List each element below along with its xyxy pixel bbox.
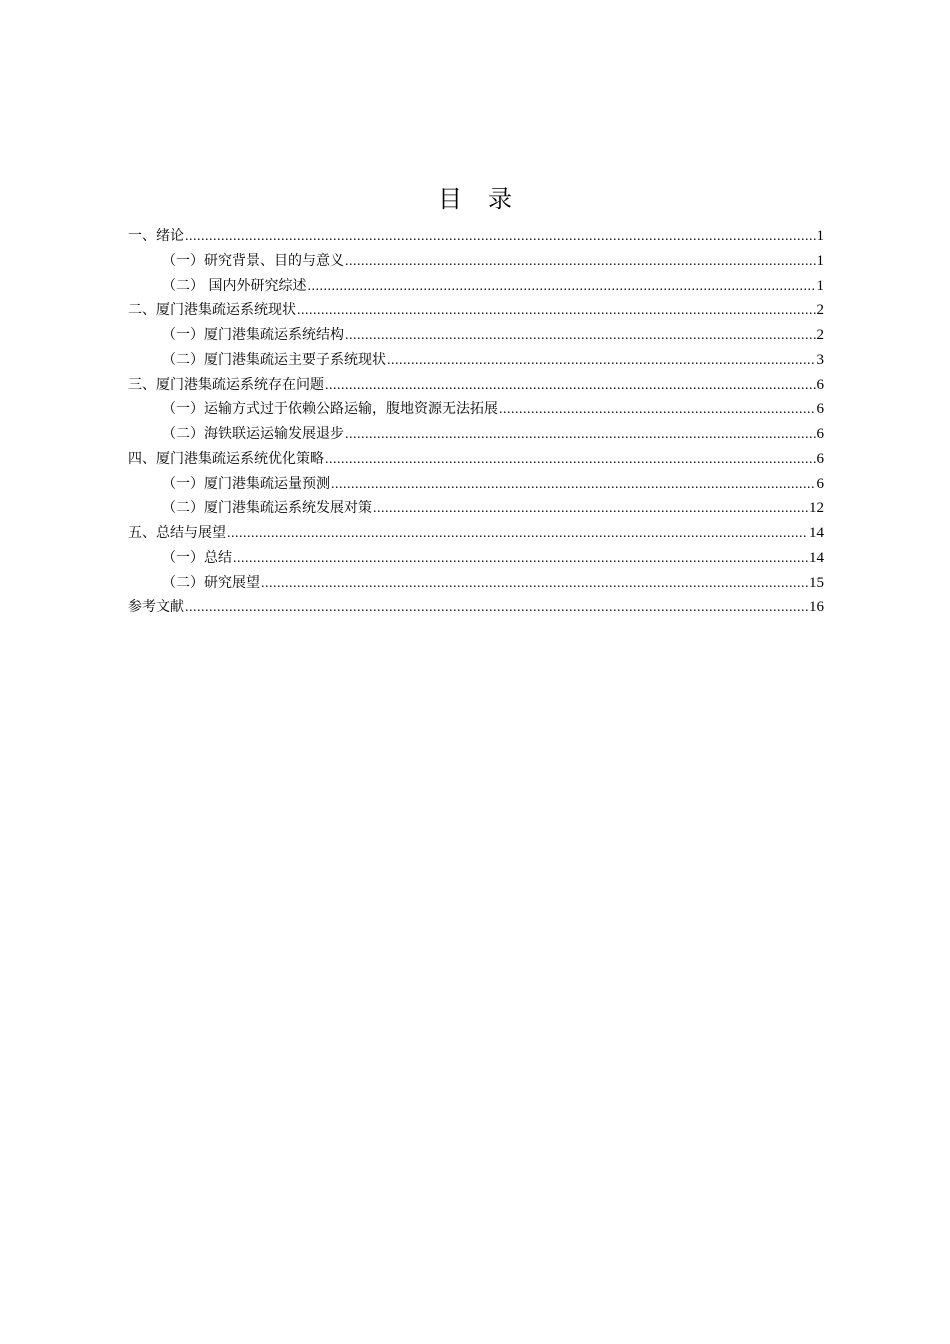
toc-chapter-entry[interactable]: [128, 595, 824, 620]
toc-section-entry[interactable]: [128, 348, 824, 373]
toc-chapter-entry[interactable]: [128, 224, 824, 249]
toc-page-number: 16: [809, 599, 824, 616]
toc-dot-leader: [227, 522, 808, 547]
toc-page-number: 6: [816, 475, 824, 492]
toc-dot-leader: [325, 448, 816, 473]
toc-dot-leader: [345, 423, 816, 448]
toc-dot-leader: [387, 349, 816, 374]
toc-section-entry[interactable]: [128, 274, 824, 299]
toc-dot-leader: [185, 225, 816, 250]
toc-page-number: 6: [816, 401, 824, 418]
toc-section-entry[interactable]: [128, 571, 824, 596]
toc-dot-leader: [331, 473, 816, 498]
toc-section-entry[interactable]: [128, 323, 824, 348]
toc-section-entry[interactable]: [128, 472, 824, 497]
toc-page-number: 12: [809, 500, 824, 517]
toc-page-number: 6: [816, 426, 824, 442]
toc-section-entry[interactable]: [128, 397, 824, 422]
toc-entry-title: 二、厦门港集疏运系统现状: [128, 302, 296, 319]
toc-dot-leader: [373, 497, 808, 522]
toc-page-number: 2: [816, 302, 824, 319]
toc-dot-leader: [307, 275, 815, 300]
toc-dot-leader: [499, 398, 816, 423]
toc-page-number: 14: [809, 549, 824, 566]
toc-dot-leader: [345, 324, 816, 349]
toc-page-number: 1: [816, 252, 824, 269]
toc-chapter-entry[interactable]: [128, 521, 824, 546]
toc-entry-title: （二） 国内外研究综述: [162, 277, 307, 294]
toc-dot-leader: [185, 596, 808, 621]
toc-entry-title: （一）研究背景、目的与意义: [162, 252, 344, 269]
toc-entry-title: 五、总结与展望: [128, 525, 226, 541]
toc-section-entry[interactable]: [128, 422, 824, 447]
toc-entry-title: （二）厦门港集疏运主要子系统现状: [162, 351, 386, 368]
toc-chapter-entry[interactable]: [128, 447, 824, 472]
toc-page-number: 6: [816, 450, 824, 467]
toc-section-entry[interactable]: [128, 546, 824, 571]
toc-entry-title: （一）厦门港集疏运系统结构: [162, 327, 344, 343]
toc-dot-leader: [325, 374, 816, 399]
toc-page-number: 3: [816, 351, 824, 368]
toc-page-number: 2: [816, 327, 824, 343]
toc-page-number: 6: [816, 376, 824, 393]
toc-dot-leader: [261, 572, 808, 597]
toc-title: 目录: [438, 185, 538, 213]
toc-chapter-entry[interactable]: [128, 373, 824, 398]
toc-entry-title: （二）研究展望: [162, 574, 260, 591]
toc-dot-leader: [297, 299, 816, 324]
toc-section-entry[interactable]: [128, 496, 824, 521]
toc-section-entry[interactable]: [128, 249, 824, 274]
toc-page-number: 14: [809, 525, 824, 541]
toc-entry-title: 四、厦门港集疏运系统优化策略: [128, 450, 324, 467]
table-of-contents: [128, 224, 824, 620]
toc-entry-title: 一、绪论: [128, 228, 184, 244]
toc-entry-title: （一）总结: [162, 549, 232, 566]
toc-dot-leader: [345, 250, 816, 275]
toc-page-number: 1: [816, 228, 824, 244]
toc-dot-leader: [233, 547, 808, 572]
toc-entry-title: （二）海铁联运运输发展退步: [162, 426, 344, 442]
toc-chapter-entry[interactable]: [128, 298, 824, 323]
toc-page-number: 1: [816, 277, 824, 294]
toc-entry-title: （二）厦门港集疏运系统发展对策: [162, 500, 372, 517]
toc-entry-title: （一）厦门港集疏运量预测: [162, 475, 330, 492]
toc-entry-title: 参考文献: [128, 599, 184, 616]
toc-entry-title: 三、厦门港集疏运系统存在问题: [128, 376, 324, 393]
toc-page-number: 15: [809, 574, 824, 591]
toc-entry-title: （一）运输方式过于依赖公路运输，腹地资源无法拓展: [162, 401, 498, 418]
